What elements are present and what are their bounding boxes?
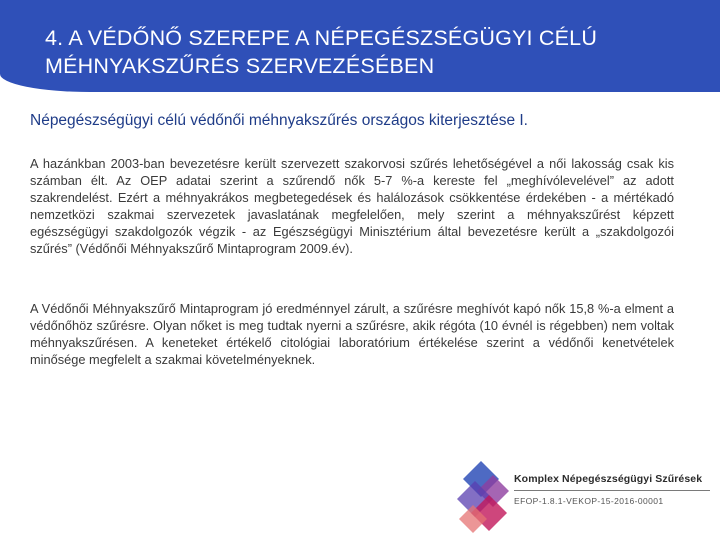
program-logo [455, 459, 715, 535]
body-paragraph-1: A hazánkban 2003-ban bevezetésre került szervezett szakorvosi szűrés lehetőségével a női lakosság csak kis számban élt. Az OEP adatai szerint a szűrendő nők 5-7 %-a kereste fel „meghívólevelével” az adott szakrendelést. Ezért a méhnyakrákos megbetegedések és halálozások csökkentése érdekében - a mértékadó nemzetközi szakmai szervezetek javaslatának megfelelően, mely szerint a méhnyakszűrést képzett egészségügyi szakdolgozók végzik - az Egészségügyi Minisztérium által bevezetésre került a „szakdolgozói szűrés” (Védőnői Méhnyakszűrő Mintaprogram 2009.év). [30, 156, 674, 256]
overlapping-diamonds-logo-icon [455, 459, 511, 535]
logo-project-code: EFOP-1.8.1-VEKOP-15-2016-00001 [514, 496, 664, 506]
logo-divider [514, 490, 710, 491]
slide-title: 4. A VÉDŐNŐ SZEREPE A NÉPEGÉSZSÉGÜGYI CÉLÚ MÉHNYAKSZŰRÉS SZERVEZÉSÉBEN [45, 26, 598, 78]
logo-title: Komplex Népegészségügyi Szűrések [514, 473, 703, 485]
body-paragraph-2: A Védőnői Méhnyakszűrő Mintaprogram jó eredménnyel zárult, a szűrésre meghívót kapó nők 15,8 %-a elment a védőnőhöz szűrésre. Olyan nőket is meg tudtak nyerni a szűrésre, akik régóta (10 évnél is régebben) nem voltak méhnyakszűrésen. A keneteket értékelő citológiai laboratórium értékelése szerint a védőnői kenetvételek minősége megfelelt a szakmai követelményeknek. [30, 301, 674, 367]
title-banner [0, 0, 720, 92]
slide-subtitle: Népegészségügyi célú védőnői méhnyakszűrés országos kiterjesztése I. [30, 112, 528, 129]
